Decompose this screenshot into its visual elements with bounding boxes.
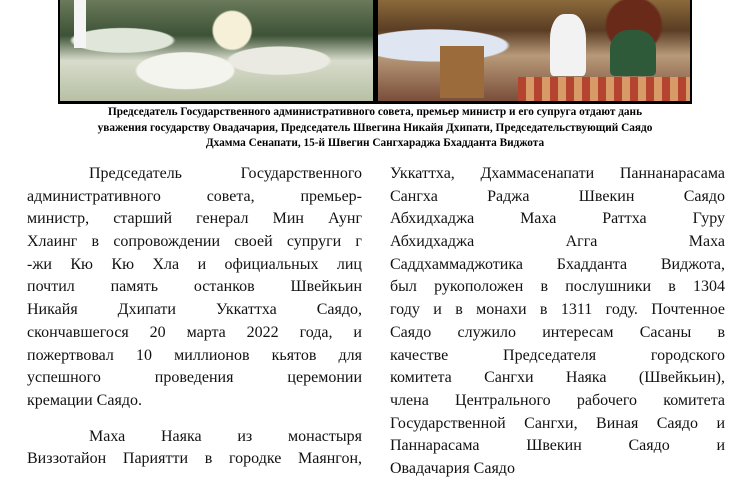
text-line: члена Центрального рабочего комитета — [390, 391, 725, 409]
text-line: Овадачария Саядо — [390, 459, 515, 477]
text-line: Саядо служило интересам Сасаны в — [390, 323, 725, 341]
photo-table — [440, 46, 484, 98]
caption-line: Дхамма Сенапати, 15-й Швегин Сангхараджа Бхадданта Виджота — [205, 137, 545, 149]
text-line: пожертвовал 10 миллионов кьятов для — [27, 346, 362, 364]
text-line: Уккаттха, Дхаммасенапати Паннанарасама — [390, 165, 725, 182]
text-line: Никайя Дхипати Уккаттха Саядо, — [27, 301, 362, 319]
photo-carpet — [518, 77, 690, 101]
photo-flower-tribute — [60, 0, 373, 101]
caption-line: уважения государству Овадачария, Председатель Швегина Никайя Дхипати, Председательствующий Саядо — [97, 121, 653, 134]
text-line: Паннарасама Швекин Саядо и — [390, 437, 725, 455]
text-line: Председатель Государственного — [89, 165, 362, 182]
text-line: Сангха Раджа Швекин Саядо — [390, 187, 725, 205]
text-line: Виззотайон Париятти в городке Маянгон, — [27, 450, 362, 468]
photo-caption — [20, 105, 730, 152]
text-line: году и в монахи в 1311 году. Почтенное — [390, 301, 725, 319]
text-line: Саддхаммаджотика Бхадданта Виджота, — [390, 255, 725, 273]
photo-person-kneeling — [550, 14, 586, 76]
article-right-column — [390, 163, 725, 481]
text-line: Абхидхаджа Маха Раттха Гуру — [390, 210, 725, 228]
text-line: Государственной Сангхи, Виная Саядо и — [390, 414, 725, 432]
caption-line: Председатель Государственного административного совета, премьер министр и его супруга отдают дань — [107, 106, 643, 118]
photo-paying-respect — [378, 0, 690, 101]
text-line: комитета Сангхи Наяка (Швейкьин), — [390, 369, 725, 387]
text-line: Маха Наяка из монастыря — [89, 427, 362, 445]
text-line: успешного проведения церемонии — [27, 369, 362, 387]
text-line: скончавшегося 20 марта 2022 года, и — [27, 323, 362, 341]
text-line: был рукоположен в послушники в 1304 — [390, 278, 725, 296]
text-line: министр, старший генерал Мин Аунг — [27, 210, 362, 228]
photo-person-bowing — [610, 30, 656, 76]
text-line: административного совета, премьер- — [27, 187, 362, 205]
text-line: кремации Саядо. — [27, 391, 142, 409]
photo-strip — [58, 0, 692, 104]
photo-pillar — [74, 0, 86, 48]
article-left-column — [27, 163, 362, 471]
text-line: Хлаинг в сопровождении своей супруги г — [27, 233, 362, 251]
text-line: Абхидхаджа Агга Маха — [390, 233, 725, 251]
text-line: качестве Председателя городского — [390, 346, 725, 364]
text-line: -жи Кю Кю Хла и официальных лиц — [27, 255, 362, 273]
text-line: почтил память останков Швейкьин — [27, 278, 362, 296]
